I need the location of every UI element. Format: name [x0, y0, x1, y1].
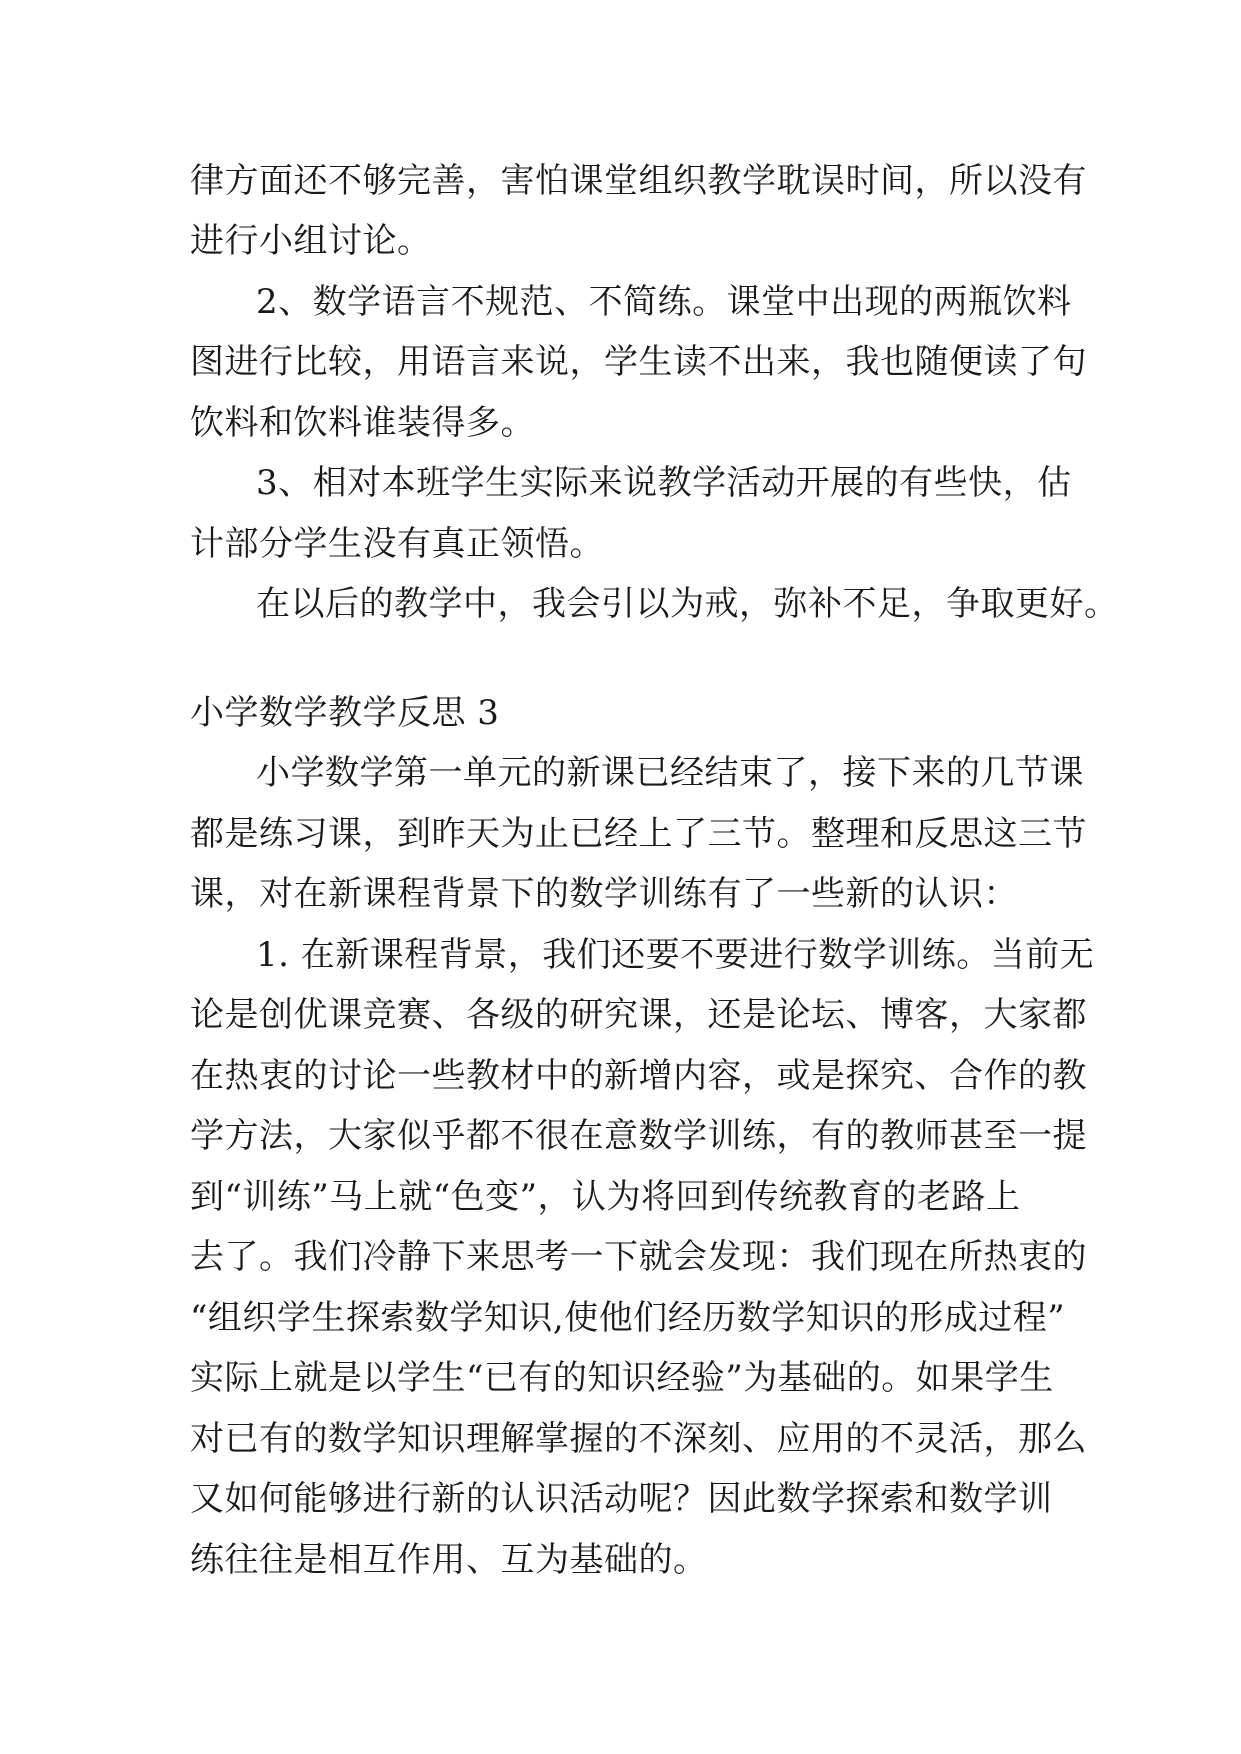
text-line: 对已有的数学知识理解掌握的不深刻、应用的不灵活，那么 [190, 1419, 1087, 1459]
text-line: 饮料和饮料谁装得多。 [190, 403, 535, 443]
text-line: 小学数学第一单元的新课已经结束了，接下来的几节课 [256, 753, 1084, 793]
text-line: 实际上就是以学生“已有的知识经验”为基础的。如果学生 [190, 1358, 1054, 1398]
text-line: 2、数学语言不规范、不简练。课堂中出现的两瓶饮料 [256, 282, 1072, 322]
text-line: 课，对在新课程背景下的数学训练有了一些新的认识： [190, 874, 1018, 914]
section-heading: 小学数学教学反思 3 [190, 693, 500, 733]
text-line: 都是练习课，到昨天为止已经上了三节。整理和反思这三节 [190, 814, 1087, 854]
text-line: 进行小组讨论。 [190, 221, 432, 261]
text-line: 3、相对本班学生实际来说教学活动开展的有些快，估 [256, 463, 1072, 503]
text-line: 在以后的教学中，我会引以为戒，弥补不足，争取更好。 [256, 584, 1119, 624]
text-line: 律方面还不够完善，害怕课堂组织教学耽误时间，所以没有 [190, 161, 1087, 201]
text-line: “组织学生探索数学知识,使他们经历数学知识的形成过程” [190, 1298, 1066, 1338]
text-line: 计部分学生没有真正领悟。 [190, 524, 604, 564]
text-line: 在热衷的讨论一些教材中的新增内容，或是探究、合作的教 [190, 1056, 1087, 1096]
text-line: 到“训练”马上就“色变”，认为将回到传统教育的老路上 [190, 1177, 1021, 1217]
text-line: 学方法，大家似乎都不很在意数学训练，有的教师甚至一提 [190, 1116, 1087, 1156]
text-line: 1. 在新课程背景，我们还要不要进行数学训练。当前无 [256, 935, 1095, 975]
text-line: 去了。我们冷静下来思考一下就会发现：我们现在所热衷的 [190, 1237, 1087, 1277]
text-line: 练往往是相互作用、互为基础的。 [190, 1540, 708, 1580]
text-line: 又如何能够进行新的认识活动呢？因此数学探索和数学训 [190, 1479, 1053, 1519]
text-line: 论是创优课竞赛、各级的研究课，还是论坛、博客，大家都 [190, 995, 1087, 1035]
text-line: 图进行比较，用语言来说，学生读不出来，我也随便读了句 [190, 342, 1087, 382]
